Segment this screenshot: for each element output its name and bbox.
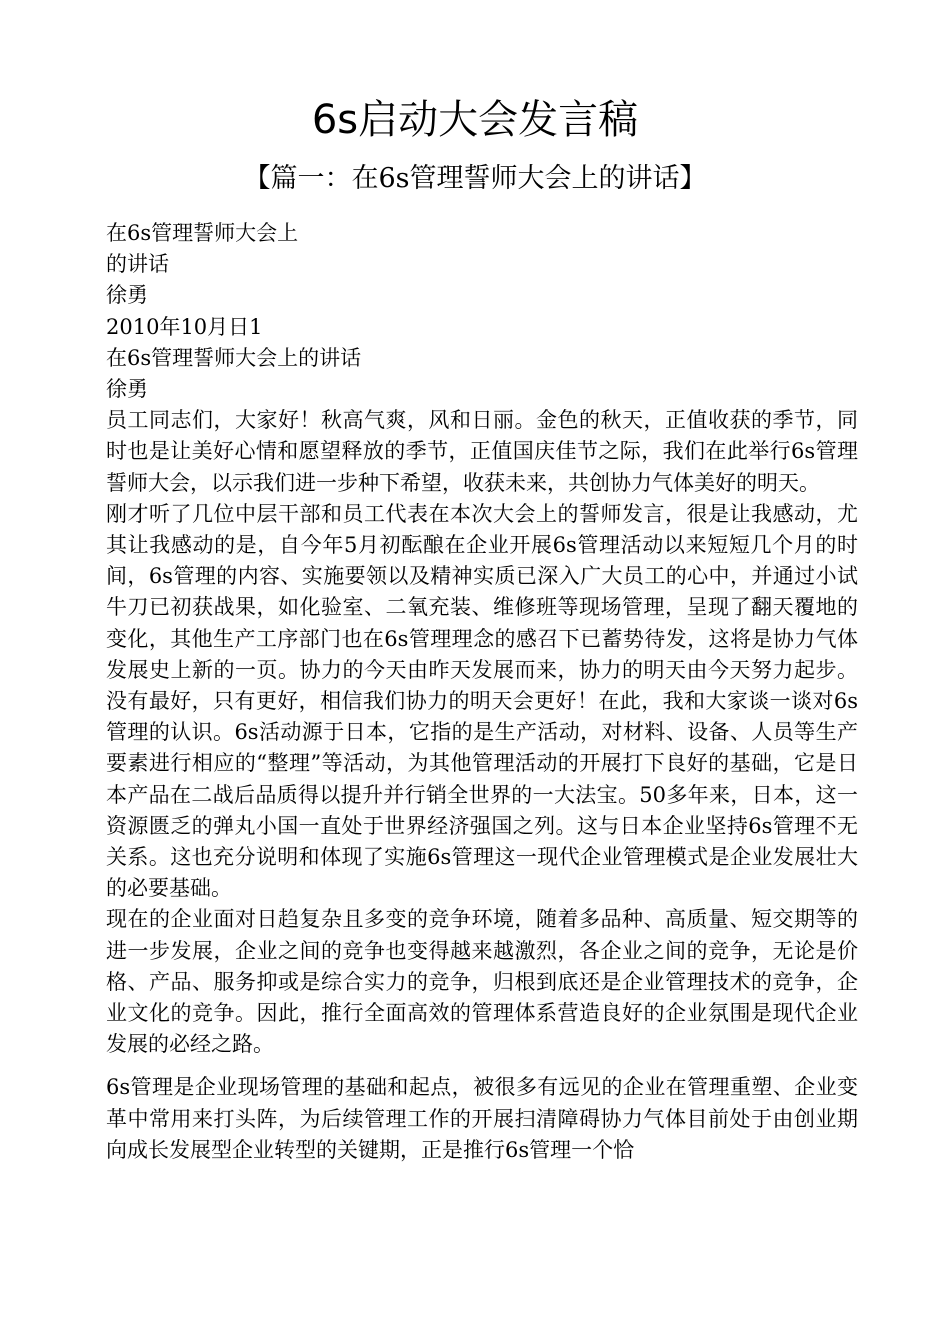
body-paragraph: 6s管理是企业现场管理的基础和起点，被很多有远见的企业在管理重塑、企业变革中常用来打头阵，为后续管理工作的开展扫清障碍协力气体目前处于由创业期向成长发展型企业转型的关键期，正是推行6s管理一个恰: [106, 1075, 858, 1162]
body-paragraph: 员工同志们，大家好！秋高气爽，风和日丽。金色的秋天，正值收获的季节，同时也是让美好心情和愿望释放的季节，正值国庆佳节之际，我们在此举行6s管理誓师大会，以示我们进一步种下希望，收获未来，共创协力气体美好的明天。: [106, 408, 858, 495]
date-line: 2010年10月日1: [106, 314, 263, 339]
body-line: 的讲话: [106, 252, 169, 277]
author-line: 徐勇: [106, 283, 148, 308]
section-heading: 【篇一：在6s管理誓师大会上的讲话】: [243, 163, 707, 194]
body-line: 在6s管理誓师大会上: [106, 221, 299, 245]
document-body: [106, 218, 858, 1166]
author-line: 徐勇: [106, 377, 148, 402]
speech-title-line: 在6s管理誓师大会上的讲话: [106, 345, 362, 370]
document-title: 6s启动大会发言稿: [311, 97, 639, 143]
body-paragraph: 现在的企业面对日趋复杂且多变的竞争环境，随着多品种、高质量、短交期等的进一步发展，企业之间的竞争也变得越来越激烈，各企业之间的竞争，无论是价格、产品、服务抑或是综合实力的竞争，归根到底还是企业管理技术的竞争，企业文化的竞争。因此，推行全面高效的管理体系营造良好的企业氛围是现代企业发展的必经之路。: [106, 907, 858, 1057]
body-paragraph: 刚才听了几位中层干部和员工代表在本次大会上的誓师发言，很是让我感动，尤其让我感动的是，自今年5月初酝酿在企业开展6s管理活动以来短短几个月的时间，6s管理的内容、实施要领以及精神实质已深入广大员工的心中，并通过小试牛刀已初获战果，如化验室、二氧充装、维修班等现场管理，呈现了翻天覆地的变化，其他生产工序部门也在6s管理理念的感召下已蓄势待发，这将是协力气体发展史上新的一页。协力的今天由昨天发展而来，协力的明天由今天努力起步。没有最好，只有更好，相信我们协力的明天会更好！在此，我和大家谈一谈对6s管理的认识。6s活动源于日本，它指的是生产活动，对材料、设备、人员等生产要素进行相应的“整理”等活动，为其他管理活动的开展打下良好的基础，它是日本产品在二战后品质得以提升并行销全世界的一大法宝。50多年来，日本，这一资源匮乏的弹丸小国一直处于世界经济强国之列。这与日本企业坚持6s管理不无关系。这也充分说明和体现了实施6s管理这一现代企业管理模式是企业发展壮大的必要基础。: [106, 501, 858, 901]
